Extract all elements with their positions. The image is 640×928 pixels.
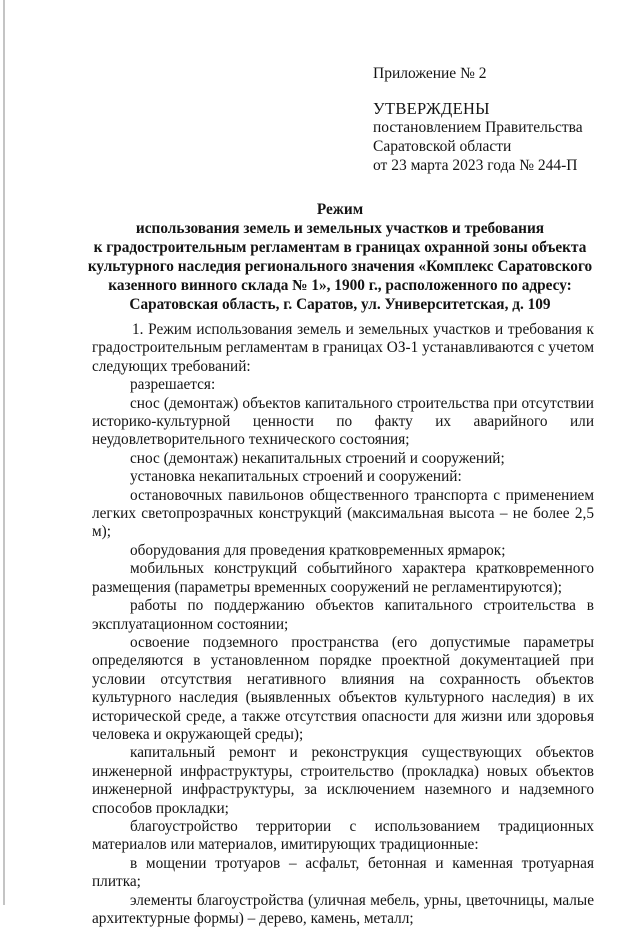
- paragraph: снос (демонтаж) некапитальных строений и сооружений;: [130, 449, 505, 467]
- paragraph: в мощении тротуаров – асфальт, бетонная и каменная тротуарная плитка;: [92, 854, 594, 891]
- title-line-5: казенного винного склада № 1», 1900 г., расположенного по адресу:: [108, 277, 572, 294]
- paragraph: капитальный ремонт и реконструкция существующих объектов инженерной инфраструктуры, строительство (прокладка) новых объектов инженерной инфраструктуры, за исключением наземного и надземного способов прокладки;: [92, 744, 594, 817]
- document-body: [92, 321, 594, 928]
- paragraph: работы по поддержанию объектов капитального строительства в эксплуатационном состоянии;: [92, 597, 594, 633]
- paragraph: 1. Режим использования земель и земельных участков и требования к градостроительным регламентам в границах ОЗ-1 устанавливаются с учетом следующих требований:: [92, 321, 594, 375]
- scan-edge: [3, 0, 5, 905]
- title-line-2: использования земель и земельных участков и требования: [135, 220, 545, 237]
- paragraph: элементы благоустройства (уличная мебель, урны, цветочницы, малые архитектурные формы) – дерево, камень, металл;: [92, 891, 594, 927]
- paragraph: благоустройство территории с использованием традиционных материалов или материалов, имитирующих традиционные:: [92, 817, 594, 854]
- approval-stamp: [373, 64, 583, 175]
- title-line-3: к градостроительным регламентам в границах охранной зоны объекта: [93, 239, 587, 256]
- paragraph: снос (демонтаж) объектов капитального строительства при отсутствии историко-культурной ценности по факту их аварийного или неудовлетворительного технического состояния;: [92, 394, 594, 449]
- paragraph: мобильных конструкций событийного характера кратковременного размещения (параметры временных сооружений не регламентируются);: [92, 560, 594, 596]
- document-title: [70, 200, 610, 314]
- title-line-4: культурного наследия регионального значения «Комплекс Саратовского: [87, 258, 593, 275]
- title-line-1: Режим: [316, 201, 364, 218]
- paragraph: установка некапитальных строений и сооружений:: [130, 468, 462, 486]
- approved-heading: УТВЕРЖДЕНЫ: [373, 99, 490, 118]
- appendix-number: Приложение № 2: [373, 65, 487, 82]
- paragraph: оборудования для проведения кратковременных ярмарок;: [130, 541, 506, 559]
- title-line-6: Саратовская область, г. Саратов, ул. Университетская, д. 109: [129, 296, 551, 313]
- approval-line-1: постановлением Правительства: [373, 119, 583, 136]
- paragraph: остановочных павильонов общественного транспорта с применением легких светопрозрачных конструкций (максимальная высота – не более 2,5 м);: [92, 486, 594, 541]
- paragraph: освоение подземного пространства (его допустимые параметры определяются в установленном порядке проектной документацией при условии отсутствия негативного влияния на сохранность объектов культурного наследия (выявленных объектов культурного наследия) в их исторической среде, а также отсутствия опасности для жизни или здоровья человека и окружающей среды);: [92, 633, 594, 743]
- paragraph: разрешается:: [130, 376, 216, 394]
- approval-line-3: от 23 марта 2023 года № 244-П: [373, 157, 578, 174]
- approval-line-2: Саратовской области: [373, 138, 512, 155]
